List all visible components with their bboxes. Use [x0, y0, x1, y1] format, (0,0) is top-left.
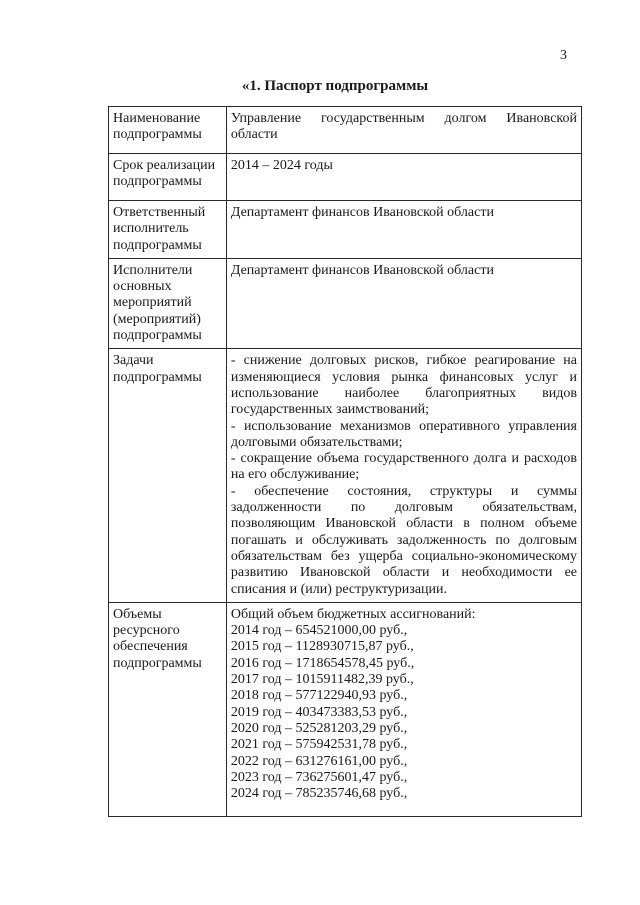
task-item: - обеспечение состояния, структуры и суммы задолженности по долговым обязательствам, позволяющим Ивановской области в полном объеме погашать и обслуживать задолженность по долговым обязательствам без ущерба социально-экономическому развитию Ивановской области и необходимости ее списания и (или) реструктуризации. [230, 483, 577, 597]
funding-year-line: 2016 год – 1718654578,45 руб., [230, 655, 415, 671]
row-value-responsible: Департамент финансов Ивановской области [226, 201, 581, 259]
table-row [109, 201, 582, 259]
table-row [109, 349, 582, 602]
row-value-term: 2014 – 2024 годы [226, 154, 581, 201]
funding-year-line: 2022 год – 631276161,00 руб., [230, 753, 408, 769]
funding-year-line: 2015 год – 1128930715,87 руб., [230, 639, 414, 655]
funding-year-line: 2020 год – 525281203,29 руб., [230, 720, 408, 736]
funding-year-line: 2018 год – 577122940,93 руб., [230, 688, 408, 704]
row-label-tasks: Задачи подпрограммы [109, 349, 227, 602]
funding-year-line: 2019 год – 403473383,53 руб., [230, 704, 408, 720]
document-title: «1. Паспорт подпрограммы [241, 78, 429, 94]
row-value-name: Управление государственным долгом Ивановской области [226, 107, 581, 154]
table-row [109, 258, 582, 348]
table-row [109, 602, 582, 816]
task-item: - сокращение объема государственного долга и расходов на его обслуживание; [230, 451, 577, 483]
table-row [109, 107, 582, 154]
funding-heading: Общий объем бюджетных ассигнований: [230, 606, 476, 622]
row-label-name: Наименование подпрограммы [109, 107, 227, 154]
funding-year-line: 2023 год – 736275601,47 руб., [230, 769, 408, 785]
row-label-responsible: Ответственный исполнитель подпрограммы [109, 201, 227, 259]
page-number: 3 [560, 48, 567, 63]
funding-year-line: 2024 год – 785235746,68 руб., [230, 786, 408, 802]
table-row [109, 154, 582, 201]
row-label-term: Срок реализации подпрограммы [109, 154, 227, 201]
passport-table [108, 106, 582, 817]
funding-year-line: 2017 год – 1015911482,39 руб., [230, 672, 414, 688]
funding-year-line: 2021 год – 575942531,78 руб., [230, 737, 408, 753]
task-item: - снижение долговых рисков, гибкое реагирование на изменяющиеся условия рынка финансовых услуг и использование наиболее благоприятных видов государственных заимствований; [230, 353, 577, 418]
row-value-executors: Департамент финансов Ивановской области [226, 258, 581, 348]
row-value-tasks [226, 349, 581, 602]
row-label-funding: Объемы ресурсного обеспечения подпрограммы [109, 602, 227, 816]
row-value-funding [226, 602, 581, 816]
row-label-executors: Исполнители основных мероприятий (мероприятий) подпрограммы [109, 258, 227, 348]
funding-year-line: 2014 год – 654521000,00 руб., [230, 623, 408, 639]
task-item: - использование механизмов оперативного управления долговыми обязательствами; [230, 418, 577, 450]
